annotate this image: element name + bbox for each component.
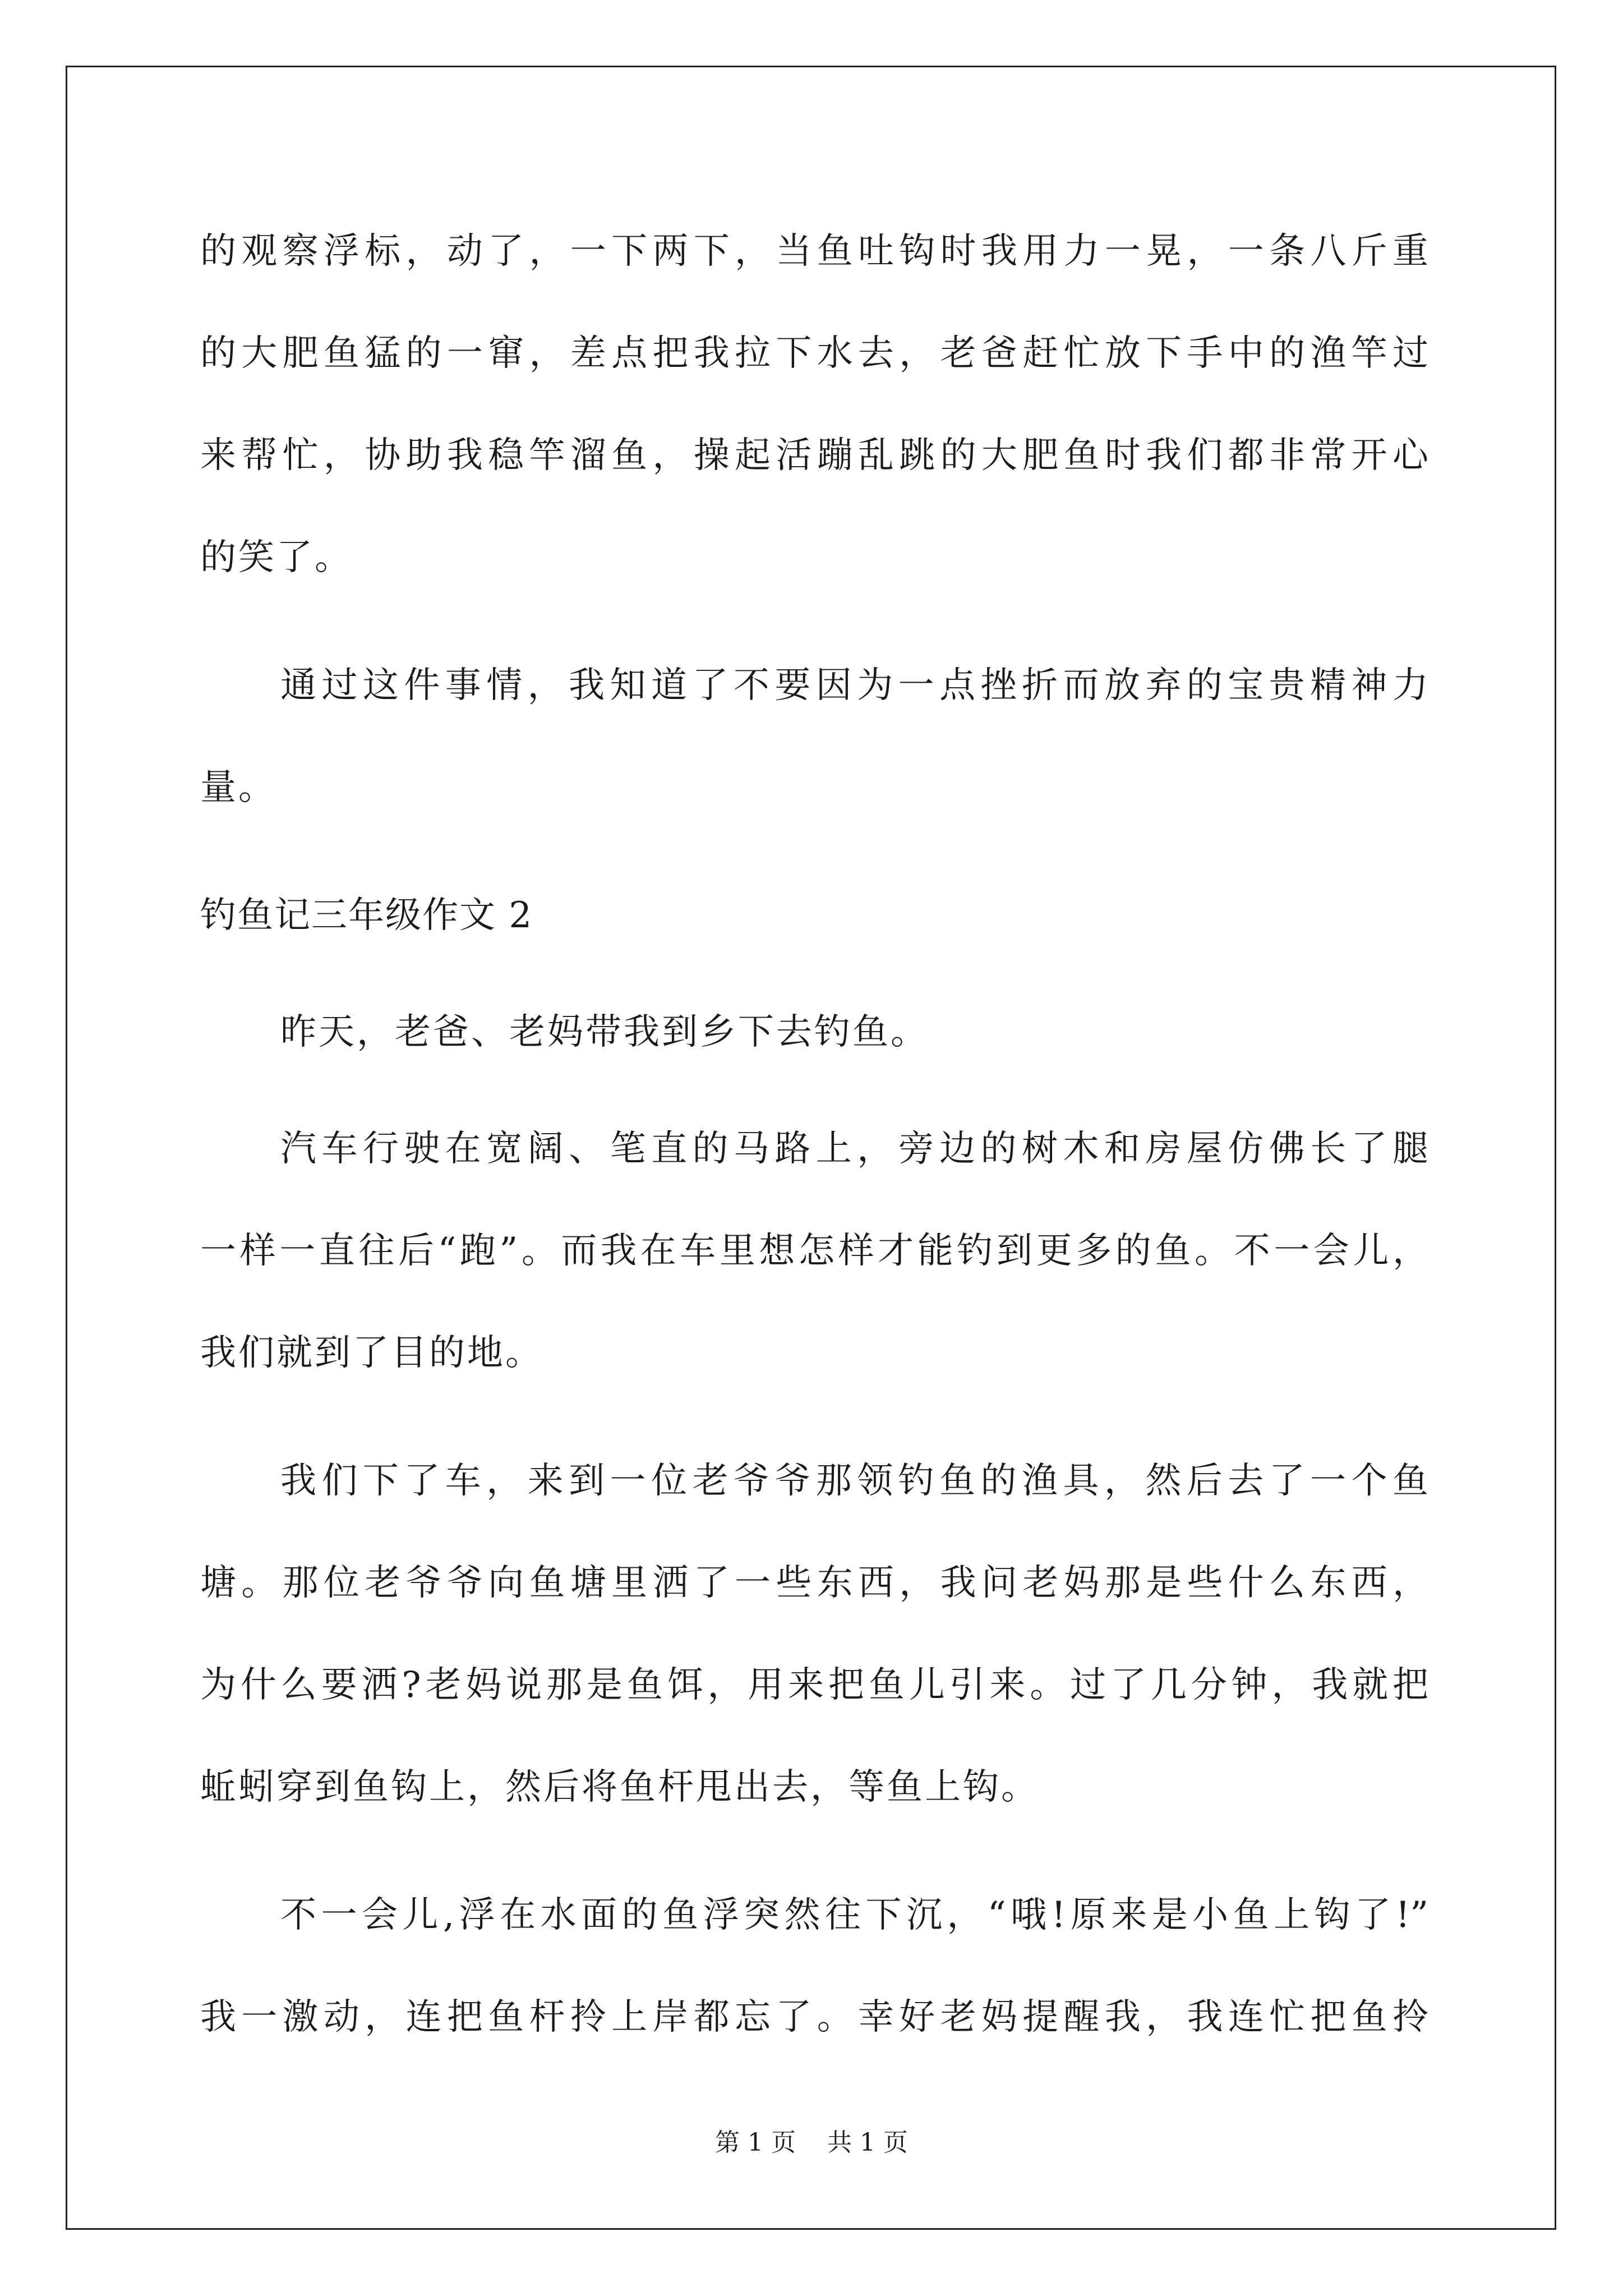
text-line-9: 一样一直往后“跑”。而我在车里想怎样才能钓到更多的鱼。不一会儿， bbox=[200, 1230, 1428, 1272]
text-line-3: 来帮忙，协助我稳竿溜鱼，操起活蹦乱跳的大肥鱼时我们都非常开心 bbox=[200, 435, 1428, 476]
text-line-7: 昨天，老爸、老妈带我到乡下去钓鱼。 bbox=[280, 1011, 929, 1053]
section-heading: 钓鱼记三年级作文 2 bbox=[200, 895, 533, 936]
text-line-15: 不一会儿,浮在水面的鱼浮突然往下沉，“哦!原来是小鱼上钩了!” bbox=[280, 1894, 1428, 1936]
page-number: 第 1 页 bbox=[715, 2128, 796, 2157]
text-line-11: 我们下了车，来到一位老爷爷那领钓鱼的渔具，然后去了一个鱼 bbox=[280, 1460, 1428, 1502]
text-line-1: 的观察浮标，动了，一下两下，当鱼吐钩时我用力一晃，一条八斤重 bbox=[200, 231, 1428, 272]
text-line-10: 我们就到了目的地。 bbox=[200, 1332, 543, 1374]
text-line-12: 塘。那位老爷爷向鱼塘里洒了一些东西，我问老妈那是些什么东西， bbox=[200, 1562, 1428, 1604]
text-line-8: 汽车行驶在宽阔、笔直的马路上，旁边的树木和房屋仿佛长了腿 bbox=[280, 1128, 1428, 1170]
text-line-13: 为什么要洒?老妈说那是鱼饵，用来把鱼儿引来。过了几分钟，我就把 bbox=[200, 1664, 1428, 1706]
text-line-6: 量。 bbox=[200, 767, 276, 808]
page-total: 共 1 页 bbox=[827, 2128, 908, 2157]
text-line-5: 通过这件事情，我知道了不要因为一点挫折而放弃的宝贵精神力 bbox=[280, 665, 1428, 706]
text-line-4: 的笑了。 bbox=[200, 537, 353, 578]
text-line-16: 我一激动，连把鱼杆拎上岸都忘了。幸好老妈提醒我，我连忙把鱼拎 bbox=[200, 1996, 1428, 2038]
page-footer bbox=[0, 2126, 1623, 2160]
text-line-2: 的大肥鱼猛的一窜，差点把我拉下水去，老爸赶忙放下手中的渔竿过 bbox=[200, 333, 1428, 374]
text-line-14: 蚯蚓穿到鱼钩上，然后将鱼杆甩出去，等鱼上钩。 bbox=[200, 1766, 1039, 1808]
